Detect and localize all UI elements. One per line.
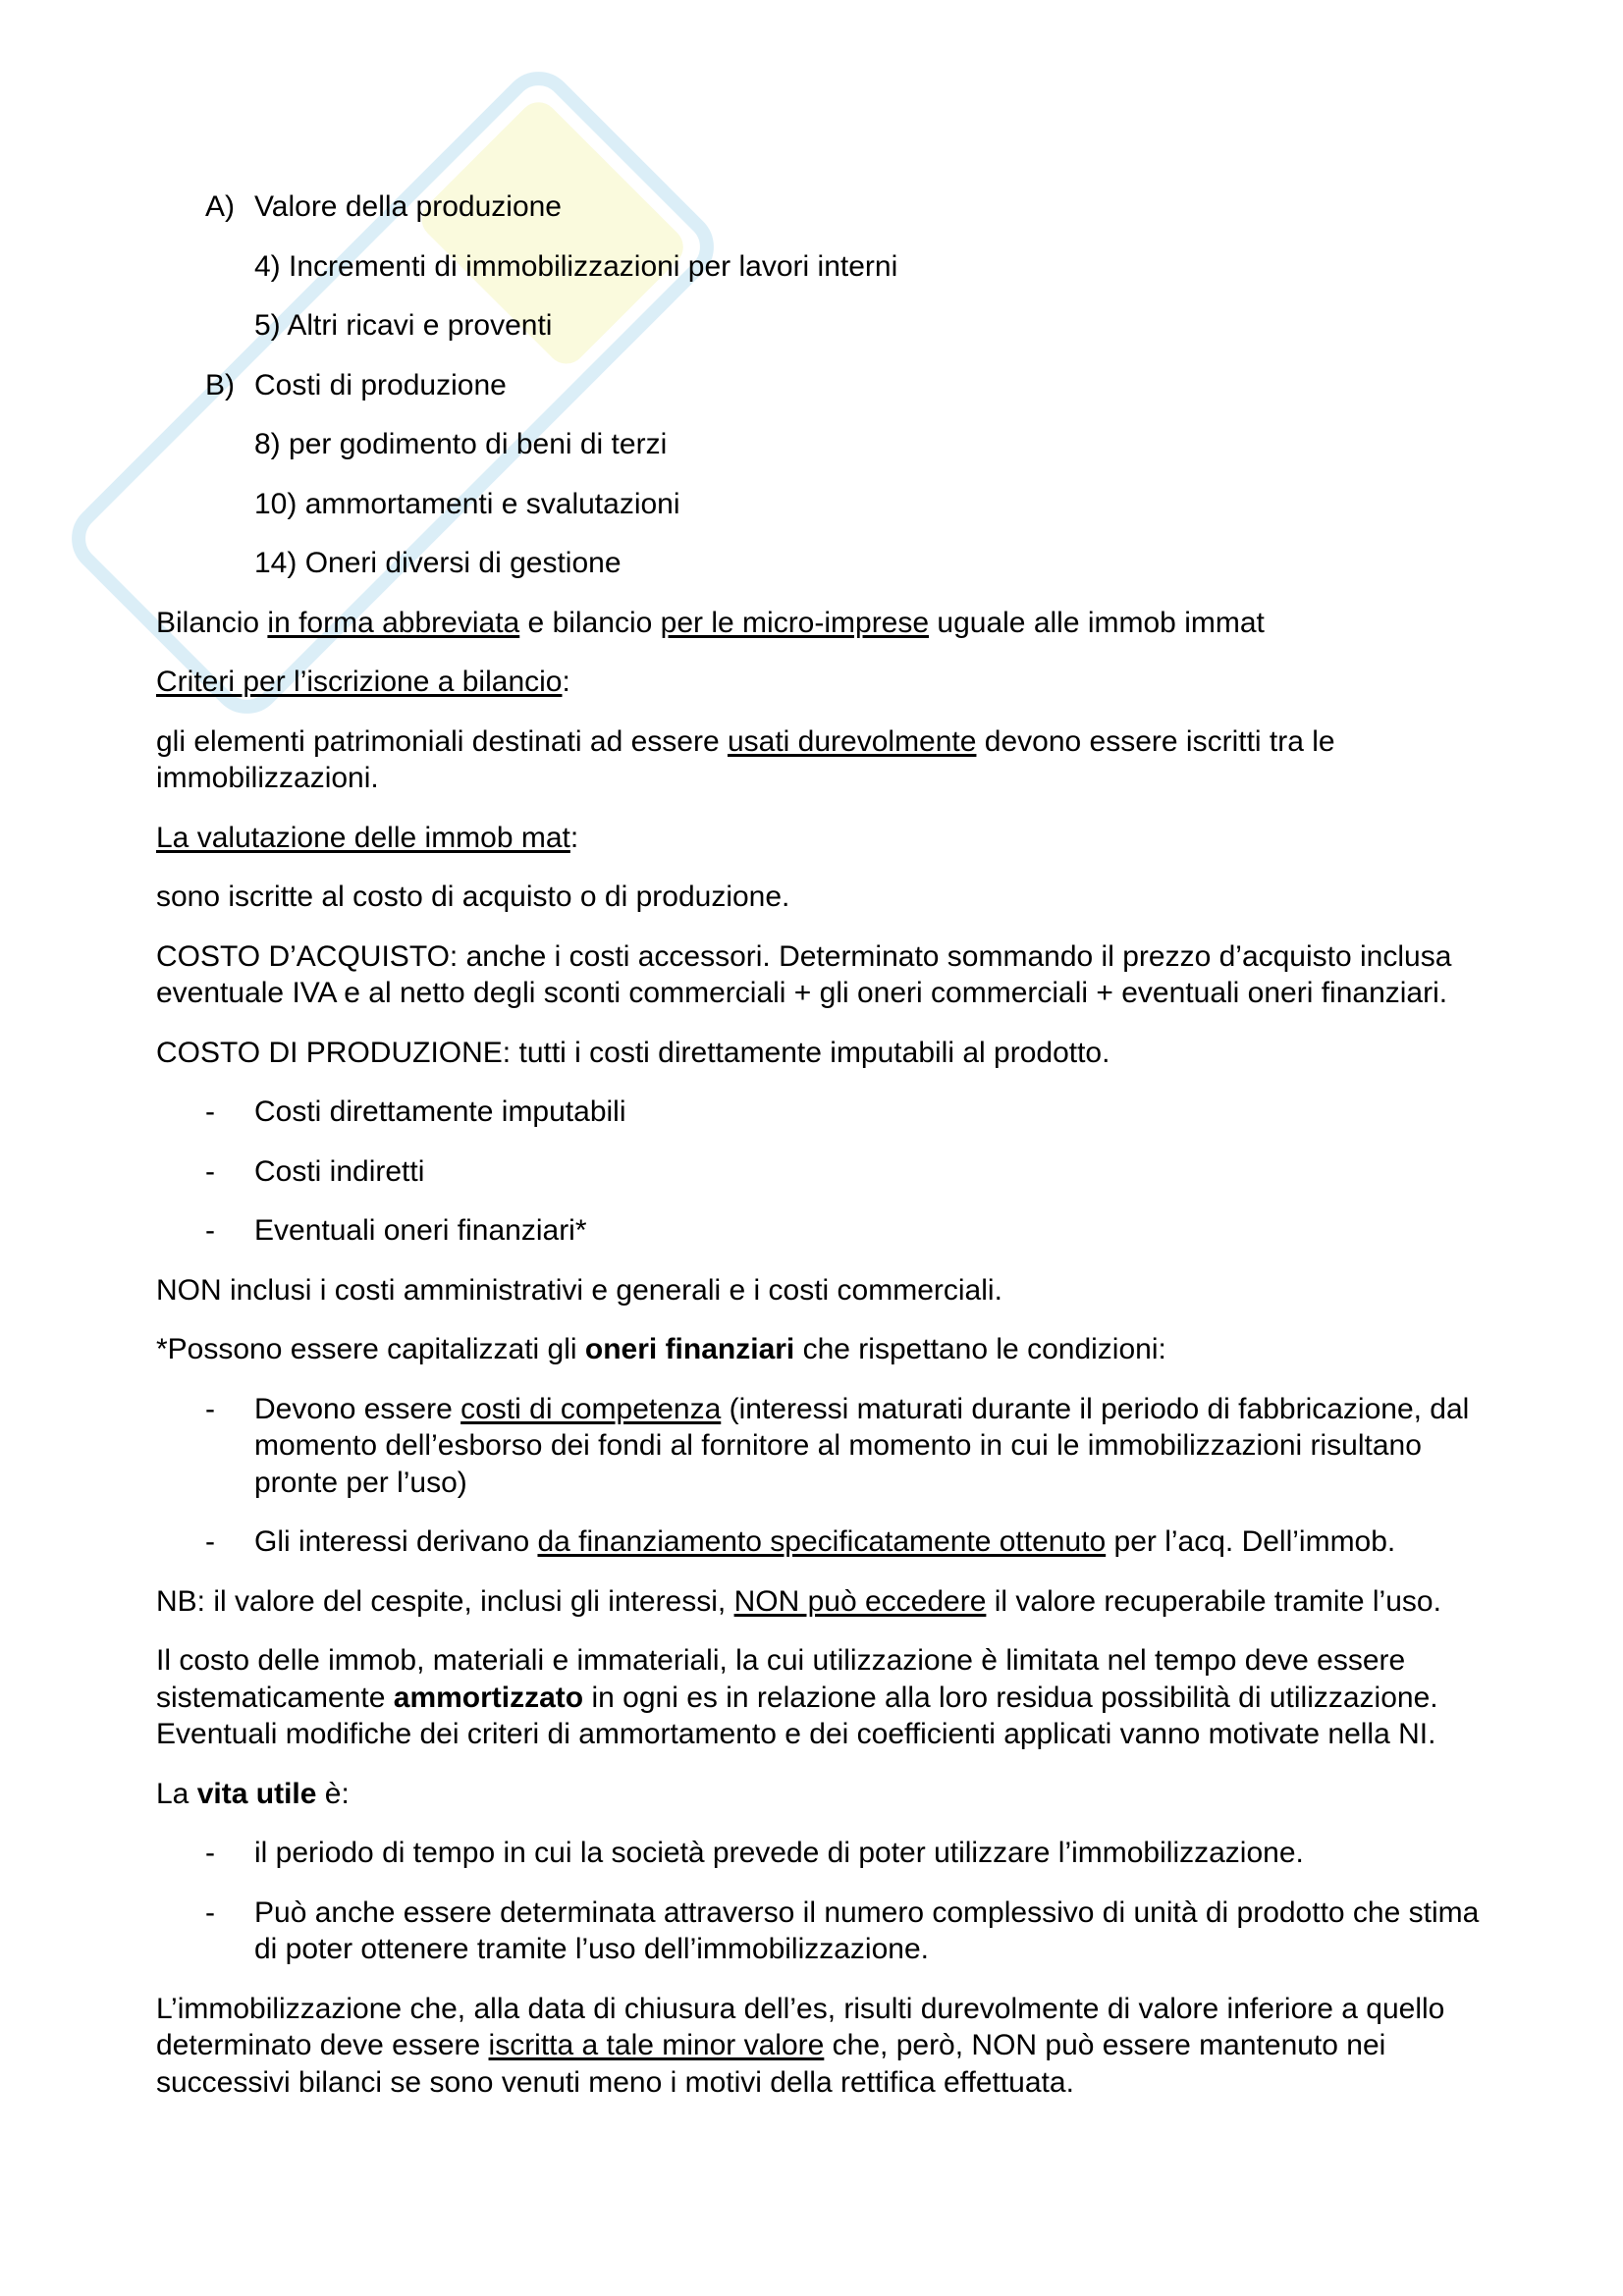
section-b-item-10: 10) ammortamenti e svalutazioni (254, 487, 680, 520)
criteri-heading: Criteri per l’iscrizione a bilancio: (156, 666, 570, 698)
costo-produzione-paragraph: COSTO DI PRODUZIONE: tutti i costi direttamente imputabili al prodotto. (156, 1036, 1110, 1069)
possono-paragraph: *Possono essere capitalizzati gli oneri finanziari che rispettano le condizioni: (156, 1333, 1166, 1365)
section-b-heading: B) Costi di produzione (205, 368, 507, 401)
section-a-item-5: 5) Altri ricavi e proventi (254, 309, 553, 342)
list-item: - Può anche essere determinata attraverso il numero complessivo di unità di prodotto che stima di poter ottenere tramite l’uso dell’immobilizzazione. (205, 1896, 1480, 1965)
list-item: - Devono essere costi di competenza (interessi maturati durante il periodo di fabbricazione, dal momento dell’esborso dei fondi al fornitore al momento in cui le immobilizzazioni risultano pronte per l’uso) (205, 1392, 1470, 1499)
bilancio-paragraph: Bilancio in forma abbreviata e bilancio per le micro-imprese uguale alle immob immat (156, 606, 1265, 639)
costo-acquisto-paragraph: COSTO D’ACQUISTO: anche i costi accessori. Determinato sommando il prezzo d’acquisto inclusa eventuale IVA e al netto degli sconti commerciali + gli oneri commerciali + eventuali oneri finanziari. (156, 939, 1452, 1009)
nb-paragraph: NB: il valore del cespite, inclusi gli interessi, NON può eccedere il valore recuperabile tramite l’uso. (156, 1584, 1441, 1618)
elementi-paragraph: gli elementi patrimoniali destinati ad essere usati durevolmente devono essere iscritti tra le immobilizzazioni. (156, 724, 1335, 794)
section-b-item-8: 8) per godimento di beni di terzi (254, 428, 668, 460)
list-item: - Costi direttamente imputabili (205, 1095, 626, 1128)
valutazione-heading: La valutazione delle immob mat: (156, 821, 579, 854)
iscritte-paragraph: sono iscritte al costo di acquisto o di produzione. (156, 881, 790, 913)
list-item: - Eventuali oneri finanziari* (205, 1214, 587, 1247)
list-item: - il periodo di tempo in cui la società prevede di poter utilizzare l’immobilizzazione. (205, 1837, 1304, 1869)
list-item: - Costi indiretti (205, 1154, 425, 1188)
ammortamento-paragraph: Il costo delle immob, materiali e immateriali, la cui utilizzazione è limitata nel tempo deve essere sistematicamente ammortizzato in ogni es in relazione alla loro residua possibilità di utilizzazione. Eventuali modifiche dei criteri di ammortamento e dei coefficienti applicati vanno motivate nella NI. (156, 1644, 1438, 1750)
section-a-item-4: 4) Incrementi di immobilizzazioni per lavori interni (254, 249, 898, 283)
document-body (156, 188, 1493, 2123)
section-a-heading: A) Valore della produzione (205, 190, 562, 223)
non-inclusi-paragraph: NON inclusi i costi amministrativi e generali e i costi commerciali. (156, 1273, 1002, 1307)
section-b-item-14: 14) Oneri diversi di gestione (254, 547, 622, 579)
vita-utile-heading: La vita utile è: (156, 1777, 350, 1810)
minor-valore-paragraph: L’immobilizzazione che, alla data di chiusura dell’es, risulti durevolmente di valore inferiore a quello determinato deve essere iscritta a tale minor valore che, però, NON può essere mantenuto nei successivi bilanci se sono venuti meno i motivi della rettifica effettuata. (156, 1992, 1445, 2099)
list-item: - Gli interessi derivano da finanziamento specificatamente ottenuto per l’acq. Dell’immob. (205, 1525, 1396, 1558)
